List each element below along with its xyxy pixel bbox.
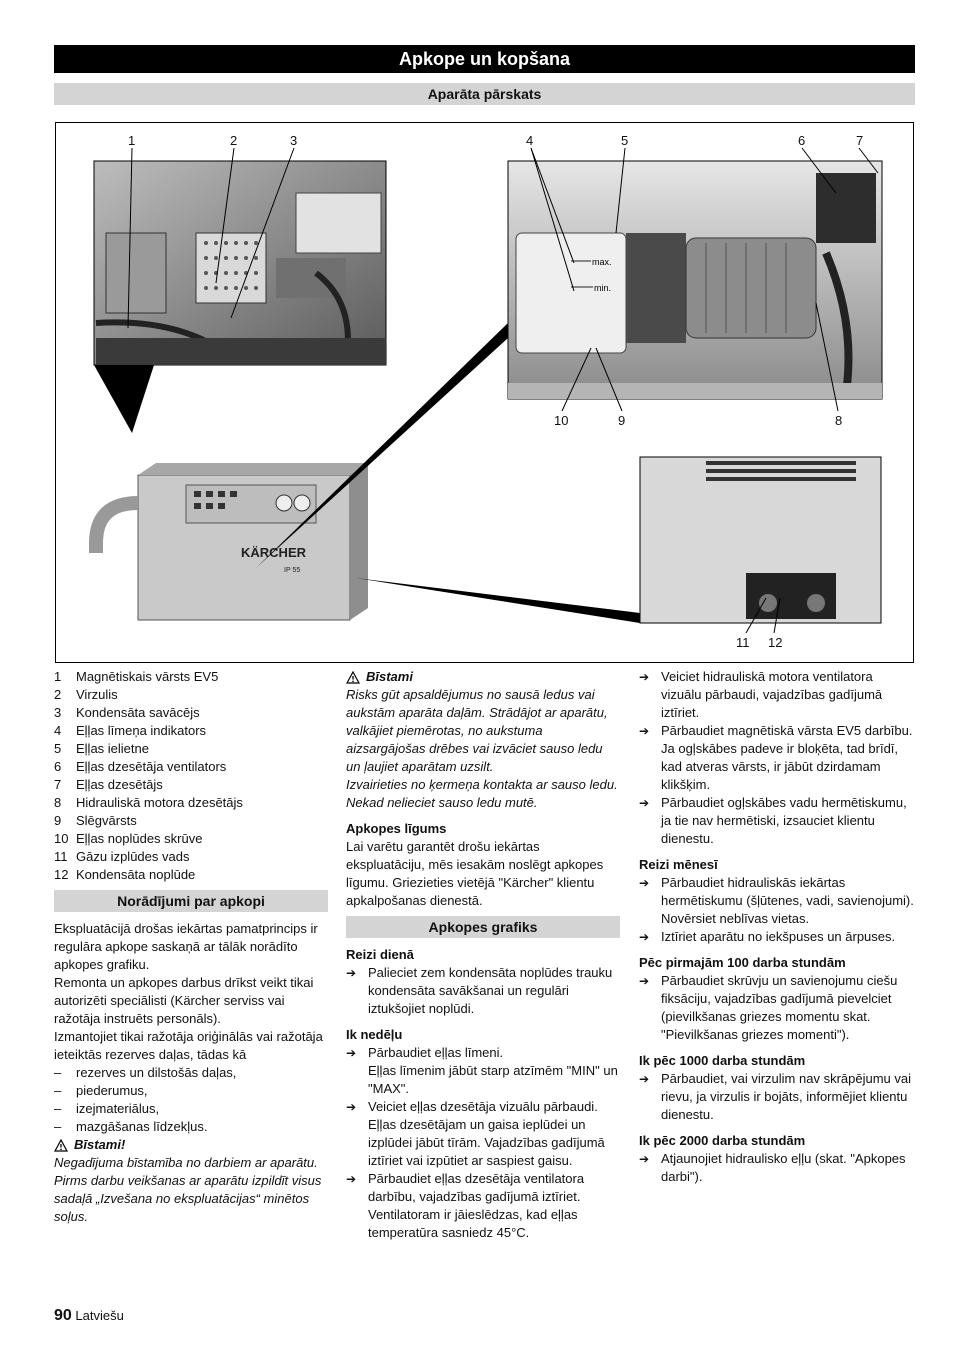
warning-label: Bīstami! [54,1136,328,1154]
list-item: ➔ Palieciet zem kondensāta noplūdes trauku kondensāta savākšanai un regulāri iztukšojiet noplūdi. [346,965,613,1016]
list-item: – izejmateriālus, [54,1101,160,1116]
contract-text: Lai varētu garantēt drošu iekārtas ekspluatāciju, mēs iesakām noslēgt apkopes līgumu. Griezieties vietējā "Kärcher" klientu apkalpošanas dienestā. [346,839,604,908]
list-item: ➔ Pārbaudiet eļļas dzesētāja ventilatora darbību, vajadzības gadījumā iztīriet. Ventilatoram ir jāieslēdzas, kad eļļas temperatūra sasniedz 45°C. [346,1171,585,1240]
arrow-icon: ➔ [639,724,650,738]
notes-heading: Norādījumi par apkopi [54,890,328,912]
page-footer [54,1307,124,1325]
legend-item: 3 Kondensāta savācējs [54,705,200,720]
legend-item: 2 Virzulis [54,687,118,702]
arrow-icon: ➔ [639,1152,650,1166]
legend-item: 7 Eļļas dzesētājs [54,777,163,792]
page-title: Apkope un kopšana [54,45,915,73]
photo-machine [96,463,368,620]
danger-text: Risks gūt apsaldējumus no sausā ledus vai aukstām aparāta daļām. Strādājot ar aparātu, valkājiet piemērotas, no aukstuma aizsargājošas drēbes vai izvāciet sauso ledu un ļaujiet aparātam uzsilt. [346,687,608,774]
warning-text: Negadījuma bīstamība no darbiem ar aparātu. Pirms darbu veikšanas ar aparātu izpildīt visus sadaļā „Izvešana no ekspluatācijas“ minētos soļus. [54,1155,322,1224]
arrow-icon: ➔ [346,1100,357,1114]
h100-heading: Pēc pirmajām 100 darba stundām [639,955,846,970]
danger-text: Izvairieties no ķermeņa kontakta ar sauso ledu. [346,777,618,792]
device-illustration [56,123,915,664]
arrow-icon: ➔ [346,966,357,980]
list-item: ➔ Pārbaudiet, vai virzulim nav skrāpējumu vai rievu, ja virzulis ir bojāts, informējiet klientu dienestu. [639,1071,911,1122]
list-item: ➔ Veiciet eļļas dzesētāja vizuālu pārbaudi. Eļļas dzesētājam un gaisa ieplūdei un izplūdei jābūt tīrām. Vajadzības gadījumā iztīriet vai izpūtiet ar saspiest gaisu. [346,1099,605,1168]
arrow-icon: ➔ [639,1072,650,1086]
legend-item: 12 Kondensāta noplūde [54,867,196,882]
list-item: ➔ Pārbaudiet hidrauliskās iekārtas hermētiskumu (šļūtenes, vadi, savienojumi). Novērsiet neblīvas vietas. [639,875,914,926]
legend-item: 10 Eļļas noplūdes skrūve [54,831,203,846]
photo-left [94,161,386,365]
callout-5: 5 [621,133,629,148]
list-item: ➔ Pārbaudiet skrūvju un savienojumu ciešu fiksāciju, vajadzības gadījumā pievelciet (pievilkšanas griezes momentu skat. "Pievilkšanas griezes momenti"). [639,973,898,1042]
callout-7: 7 [856,133,864,148]
column-left [54,668,328,1226]
language-label: Latviešu [75,1308,124,1323]
legend-item: 6 Eļļas dzesētāja ventilators [54,759,227,774]
legend-item: 5 Eļļas ielietne [54,741,149,756]
arrow-icon: ➔ [639,974,650,988]
arrow-icon: ➔ [639,796,650,810]
list-item: ➔ Atjaunojiet hidraulisko eļļu (skat. "Apkopes darbi"). [639,1151,906,1184]
callout-10: 10 [554,413,569,428]
daily-heading: Reizi dienā [346,947,414,962]
column-right [639,668,915,1186]
list-item: – rezerves un dilstošās daļas, [54,1065,237,1080]
overview-figure [55,122,914,663]
callout-4: 4 [526,133,534,148]
photo-bottom-right [640,457,881,623]
brand-label: KÄRCHER [241,545,306,560]
callout-3: 3 [290,133,298,148]
warning-triangle-icon [54,1139,68,1152]
list-item: – piederumus, [54,1083,148,1098]
legend-item: 1 Magnētiskais vārsts EV5 [54,669,219,684]
list-item: ➔ Pārbaudiet magnētiskā vārsta EV5 darbību. Ja ogļskābes padeve ir bloķēta, tad brīdī, kad atveras vārsts, ir jābūt dzirdamam klikšķim. [639,723,913,792]
list-item: ➔ Veiciet hidrauliskā motora ventilatora vizuālu pārbaudi, vajadzības gadījumā iztīriet. [639,669,883,720]
list-item: ➔ Pārbaudiet ogļskābes vadu hermētiskumu, ja tie nav hermētiski, izsauciet klientu dienestu. [639,795,907,846]
arrow-icon: ➔ [346,1172,357,1186]
contract-heading: Apkopes līgums [346,821,447,836]
pointer-wedge-bottom [356,578,640,623]
list-item: ➔ Pārbaudiet eļļas līmeni. [346,1045,504,1060]
notes-paragraph: Remonta un apkopes darbus drīkst veikt tikai autorizēti speciālisti (Kärcher serviss vai ražotāja instruēts personāls). [54,975,314,1026]
list-item-note: Eļļas līmenim jābūt starp atzīmēm "MIN" un "MAX". [368,1063,618,1096]
legend-item: 9 Slēgvārsts [54,813,137,828]
gauge-max-label: max. [592,257,612,267]
legend-item: 11 Gāzu izplūdes vads [54,849,190,864]
callout-2: 2 [230,133,238,148]
h2000-heading: Ik pēc 2000 darba stundām [639,1133,806,1148]
monthly-heading: Reizi mēnesī [639,857,718,872]
danger-text: Nekad nelieciet sauso ledu mutē. [346,795,538,810]
list-item: – mazgāšanas līdzekļus. [54,1119,208,1134]
gauge-min-label: min. [594,283,612,293]
list-item: ➔ Iztīriet aparātu no iekšpuses un ārpuses. [639,929,896,944]
warning-triangle-icon [346,671,360,684]
danger-label: Bīstami [346,668,620,686]
notes-paragraph: Izmantojiet tikai ražotāja oriģinālās vai ražotāja ieteiktās rezerves daļas, tādas kā [54,1029,323,1062]
arrow-icon: ➔ [639,670,650,684]
photo-right [508,161,882,399]
callout-6: 6 [798,133,806,148]
callout-11: 11 [736,635,750,650]
pointer-wedge-left [94,365,154,433]
page-number: 90 [54,1307,72,1324]
schedule-heading: Apkopes grafiks [346,916,620,938]
callout-8: 8 [835,413,843,428]
callout-9: 9 [618,413,626,428]
notes-paragraph: Ekspluatācijā drošas iekārtas pamatprincips ir regulāra apkope saskaņā ar tālāk norādīto apkopes grafiku. [54,921,318,972]
arrow-icon: ➔ [639,876,650,890]
callout-1: 1 [128,133,136,148]
callout-12: 12 [768,635,783,650]
section-title: Aparāta pārskats [54,83,915,105]
arrow-icon: ➔ [639,930,650,944]
weekly-heading: Ik nedēļu [346,1027,403,1042]
model-label: IP 55 [284,567,301,574]
column-middle [346,668,620,1242]
legend-item: 8 Hidrauliskā motora dzesētājs [54,795,243,810]
arrow-icon: ➔ [346,1046,357,1060]
legend-item: 4 Eļļas līmeņa indikators [54,723,207,738]
h1000-heading: Ik pēc 1000 darba stundām [639,1053,806,1068]
